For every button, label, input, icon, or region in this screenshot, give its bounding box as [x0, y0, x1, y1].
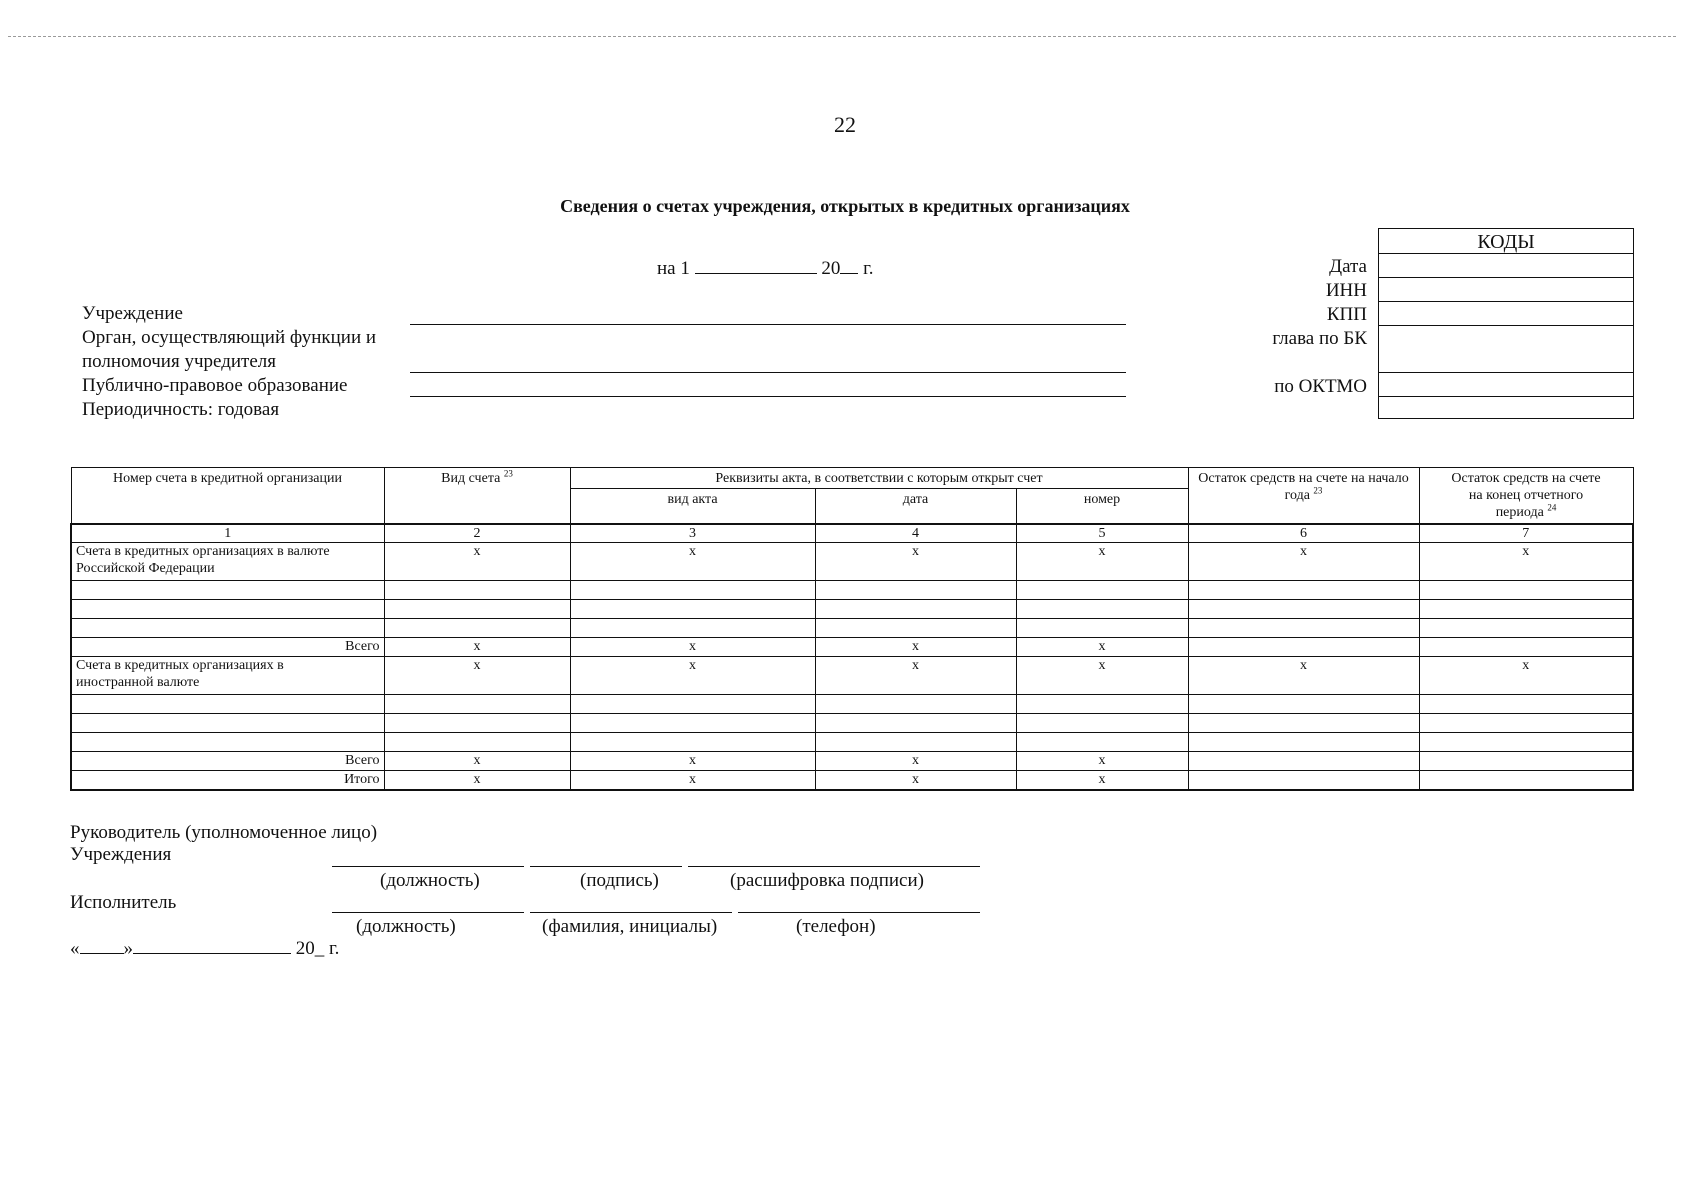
executor-position-line[interactable] — [332, 912, 524, 913]
table-cell[interactable] — [1419, 733, 1633, 752]
table-cell[interactable] — [1016, 619, 1188, 638]
table-row — [71, 695, 1633, 714]
executor-label: Исполнитель — [70, 892, 177, 913]
column-number: 1 — [71, 524, 384, 543]
founder-label-line2: полномочия учредителя — [82, 351, 276, 372]
caption-signature-decode: (расшифровка подписи) — [730, 870, 924, 891]
table-cell[interactable] — [1419, 695, 1633, 714]
section-label-foreign: Счета в кредитных организациях в иностранной валюте — [71, 657, 384, 695]
date-close-quote: » — [123, 938, 133, 959]
table-cell[interactable] — [1016, 600, 1188, 619]
caption-executor-name: (фамилия, инициалы) — [542, 916, 718, 937]
table-cell[interactable] — [1419, 752, 1633, 771]
date-open-quote: « — [70, 938, 80, 959]
periodicity-label: Периодичность: годовая — [82, 399, 280, 420]
na-mark: x — [1188, 543, 1419, 581]
table-cell[interactable] — [1188, 771, 1419, 790]
code-cell-kpp[interactable] — [1379, 301, 1633, 325]
head-label-line1: Руководитель (уполномоченное лицо) — [70, 822, 378, 843]
caption-signature: (подпись) — [580, 870, 659, 891]
code-label-inn: ИНН — [1325, 280, 1367, 301]
table-cell[interactable] — [1016, 581, 1188, 600]
na-mark: x — [384, 752, 570, 771]
header-act-number: номер — [1016, 489, 1188, 524]
table-cell[interactable] — [1188, 752, 1419, 771]
date-day-month-blank[interactable] — [695, 255, 817, 274]
na-mark: x — [1016, 543, 1188, 581]
column-number: 4 — [815, 524, 1016, 543]
header-act-type: вид акта — [570, 489, 815, 524]
head-position-line[interactable] — [332, 866, 524, 867]
column-number: 6 — [1188, 524, 1419, 543]
code-cell-date[interactable] — [1379, 253, 1633, 277]
date-suffix: г. — [863, 258, 874, 279]
na-mark: x — [1188, 657, 1419, 695]
grand-total-row — [71, 771, 1633, 790]
table-cell[interactable] — [1419, 619, 1633, 638]
na-mark: x — [1419, 657, 1633, 695]
na-mark: x — [384, 657, 570, 695]
accounts-table — [70, 467, 1634, 791]
table-cell[interactable] — [71, 581, 384, 600]
column-number: 5 — [1016, 524, 1188, 543]
header-act-date: дата — [815, 489, 1016, 524]
municipality-label: Публично-правовое образование — [82, 375, 348, 396]
table-cell[interactable] — [570, 733, 815, 752]
na-mark: x — [1016, 752, 1188, 771]
na-mark: x — [1016, 771, 1188, 790]
table-cell[interactable] — [1188, 638, 1419, 657]
signing-date — [70, 938, 339, 960]
table-cell[interactable] — [1419, 771, 1633, 790]
section-row-rub — [71, 543, 1633, 581]
na-mark: x — [815, 752, 1016, 771]
institution-label: Учреждение — [82, 303, 183, 324]
table-cell[interactable] — [1188, 714, 1419, 733]
table-cell[interactable] — [1419, 581, 1633, 600]
caption-position: (должность) — [380, 870, 480, 891]
na-mark: x — [815, 771, 1016, 790]
head-name-line[interactable] — [688, 866, 980, 867]
institution-field-line[interactable] — [410, 324, 1126, 325]
table-cell[interactable] — [71, 600, 384, 619]
table-row — [71, 733, 1633, 752]
form-title: Сведения о счетах учреждения, открытых в кредитных организациях — [560, 196, 1130, 216]
table-cell[interactable] — [1419, 714, 1633, 733]
na-mark: x — [384, 543, 570, 581]
table-cell[interactable] — [570, 600, 815, 619]
na-mark: x — [1016, 657, 1188, 695]
total-row-rub — [71, 638, 1633, 657]
head-signature-line[interactable] — [530, 866, 682, 867]
table-cell[interactable] — [1016, 714, 1188, 733]
table-cell[interactable] — [570, 581, 815, 600]
na-mark: x — [570, 771, 815, 790]
header-balance-end: Остаток средств на счете на конец отчетного периода $^{24}$ — [1419, 468, 1633, 524]
code-cell-empty[interactable] — [1379, 396, 1633, 418]
header-act-details: Реквизиты акта, в соответствии с которым открыт счет — [570, 468, 1188, 489]
table-cell[interactable] — [815, 581, 1016, 600]
table-cell[interactable] — [384, 600, 570, 619]
table-cell[interactable] — [1188, 581, 1419, 600]
table-cell[interactable] — [1419, 638, 1633, 657]
scan-top-edge — [8, 36, 1676, 37]
total-label: Всего — [71, 638, 384, 657]
header-account-type: Вид счета $^{23}$ — [384, 468, 570, 524]
caption-executor-phone: (телефон) — [796, 916, 876, 937]
code-cell-oktmo[interactable] — [1379, 372, 1633, 396]
section-label-rub: Счета в кредитных организациях в валюте Российской Федерации — [71, 543, 384, 581]
code-label-chapter-bk: глава по БК — [1272, 328, 1367, 349]
table-cell[interactable] — [1188, 695, 1419, 714]
codes-box — [1378, 228, 1634, 419]
table-cell[interactable] — [384, 581, 570, 600]
head-label-line2: Учреждения — [70, 844, 172, 865]
table-cell[interactable] — [815, 600, 1016, 619]
table-cell[interactable] — [384, 714, 570, 733]
table-cell[interactable] — [570, 714, 815, 733]
section-row-foreign — [71, 657, 1633, 695]
codes-header: КОДЫ — [1477, 231, 1535, 253]
header-balance-start: Остаток средств на счете на начало года $^{23}$ — [1188, 468, 1419, 524]
table-cell[interactable] — [815, 619, 1016, 638]
column-number: 2 — [384, 524, 570, 543]
na-mark: x — [815, 543, 1016, 581]
na-mark: x — [815, 638, 1016, 657]
grand-total-label: Итого — [71, 771, 384, 790]
na-mark: x — [384, 771, 570, 790]
signing-day-blank[interactable] — [80, 953, 124, 954]
code-label-oktmo: по ОКТМО — [1274, 376, 1367, 397]
na-mark: x — [1419, 543, 1633, 581]
na-mark: x — [815, 657, 1016, 695]
table-cell[interactable] — [1188, 619, 1419, 638]
municipality-field-line[interactable] — [410, 396, 1126, 397]
column-number: 3 — [570, 524, 815, 543]
report-date-line — [657, 255, 874, 280]
table-cell[interactable] — [384, 733, 570, 752]
column-number: 7 — [1419, 524, 1633, 543]
table-cell[interactable] — [570, 695, 815, 714]
table-cell[interactable] — [1016, 733, 1188, 752]
date-prefix: на 1 — [657, 258, 690, 279]
header-account-number: Номер счета в кредитной организации — [71, 468, 384, 524]
table-cell[interactable] — [815, 733, 1016, 752]
table-cell[interactable] — [815, 714, 1016, 733]
na-mark: x — [570, 752, 815, 771]
table-row — [71, 619, 1633, 638]
total-label: Всего — [71, 752, 384, 771]
date-year-blank[interactable] — [840, 255, 858, 274]
table-cell[interactable] — [384, 695, 570, 714]
na-mark: x — [570, 657, 815, 695]
na-mark: x — [1016, 638, 1188, 657]
table-cell[interactable] — [1016, 695, 1188, 714]
table-cell[interactable] — [71, 714, 384, 733]
table-cell[interactable] — [1188, 600, 1419, 619]
table-cell[interactable] — [570, 619, 815, 638]
table-row — [71, 581, 1633, 600]
table-cell[interactable] — [815, 695, 1016, 714]
table-cell[interactable] — [384, 619, 570, 638]
page-number: 22 — [834, 112, 856, 137]
code-label-kpp: КПП — [1326, 304, 1367, 325]
signing-year: 20_ г. — [295, 938, 340, 959]
column-number-row — [71, 524, 1633, 543]
table-cell[interactable] — [71, 619, 384, 638]
table-cell[interactable] — [1419, 600, 1633, 619]
executor-phone-line[interactable] — [738, 912, 980, 913]
date-year: 20 — [821, 258, 841, 279]
table-cell[interactable] — [71, 695, 384, 714]
na-mark: x — [570, 543, 815, 581]
founder-field-line[interactable] — [410, 372, 1126, 373]
table-row — [71, 714, 1633, 733]
total-row-foreign — [71, 752, 1633, 771]
table-row — [71, 600, 1633, 619]
na-mark: x — [570, 638, 815, 657]
table-cell[interactable] — [1188, 733, 1419, 752]
na-mark: x — [384, 638, 570, 657]
code-label-date: Дата — [1329, 256, 1367, 277]
code-cell-chapter-bk[interactable] — [1379, 325, 1633, 372]
executor-name-line[interactable] — [530, 912, 732, 913]
founder-label-line1: Орган, осуществляющий функции и — [82, 327, 377, 348]
caption-executor-position: (должность) — [356, 916, 456, 937]
table-cell[interactable] — [71, 733, 384, 752]
code-cell-inn[interactable] — [1379, 277, 1633, 301]
signing-month-blank[interactable] — [133, 953, 291, 954]
